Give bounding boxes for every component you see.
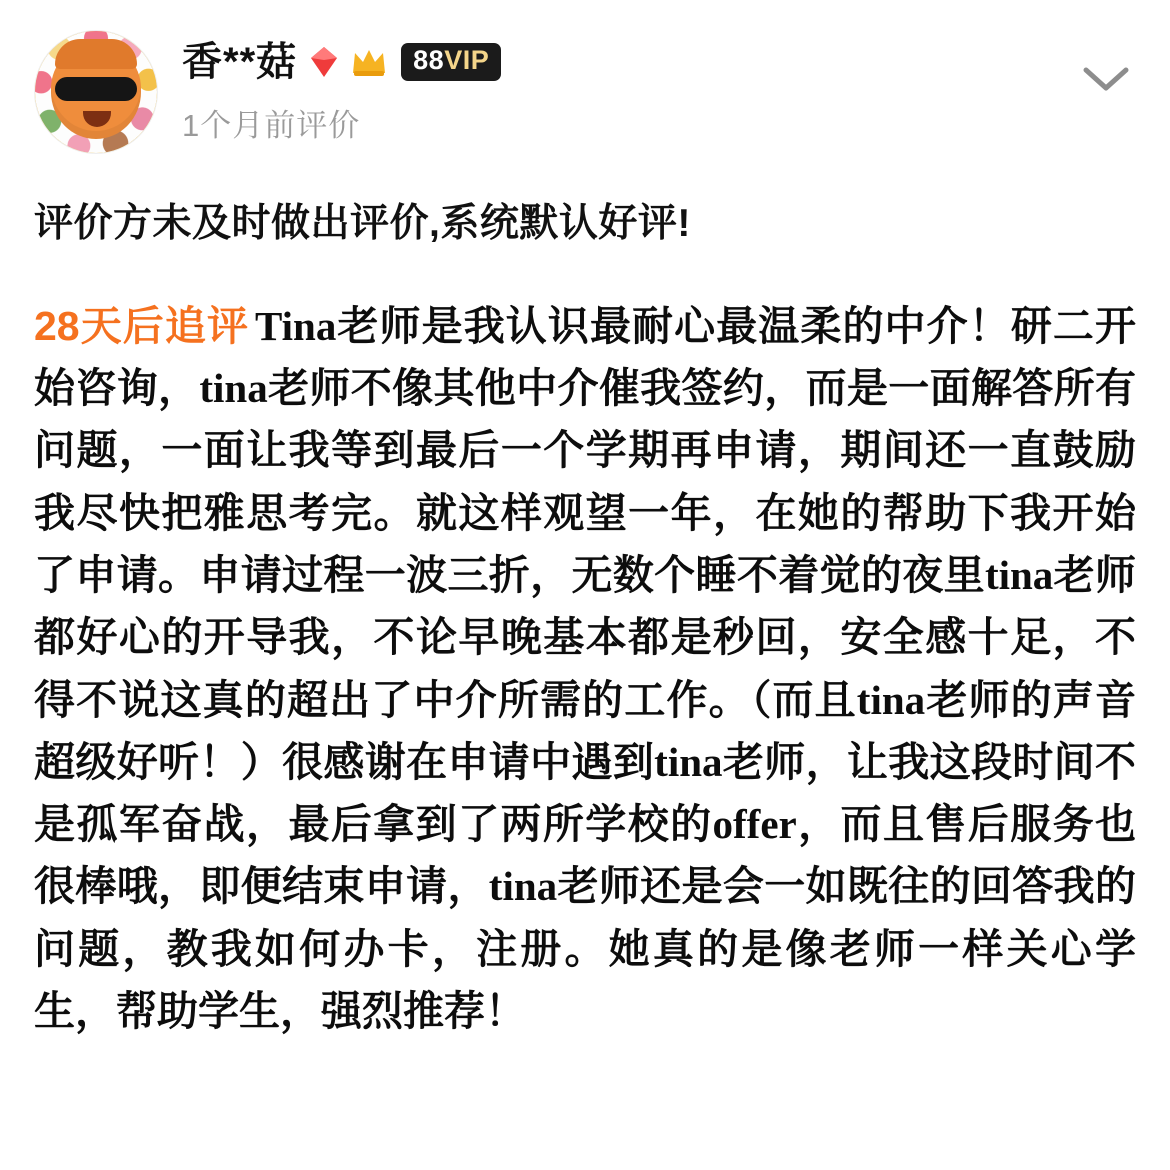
avatar[interactable]	[34, 30, 158, 154]
gem-icon	[311, 47, 337, 77]
followup-tag: 28天后追评	[34, 302, 250, 349]
avatar-hat	[55, 39, 137, 69]
username-row	[182, 40, 1136, 84]
vip-badge-label: VIP	[444, 45, 490, 76]
sunglasses-icon	[55, 77, 137, 101]
vip-badge-number: 88	[413, 45, 445, 76]
review-timestamp: 1个月前评价	[182, 108, 361, 143]
crown-icon	[351, 47, 387, 77]
followup-text: Tina老师是我认识最耐心最温柔的中介！研二开始咨询，tina老师不像其他中介催我签约，而是一面解答所有问题，一面让我等到最后一个学期再申请，期间还一直鼓励我尽快把雅思考完。就这样观望一年，在她的帮助下我开始了申请。申请过程一波三折，无数个睡不着觉的夜里tina老师都好心的开导我，不论早晚基本都是秒回，安全感十足，不得不说这真的超出了中介所需的工作。（而且tina老师的声音超级好听！）很感谢在申请中遇到tina老师，让我这段时间不是孤军奋战，最后拿到了两所学校的offer，而且售后服务也很棒哦，即便结束申请，tina老师还是会一如既往的回答我的问题，教我如何办卡，注册。她真的是像老师一样关心学生，帮助学生，强烈推荐！	[34, 302, 1136, 1035]
review-header	[34, 30, 1136, 170]
username: 香**菇	[182, 40, 298, 84]
chevron-down-icon[interactable]	[1078, 58, 1134, 98]
vip-badge	[401, 43, 501, 81]
followup-comment	[34, 295, 1136, 1043]
first-comment-text: 评价方未及时做出评价,系统默认好评!	[34, 202, 691, 245]
header-text-block	[182, 30, 1136, 145]
